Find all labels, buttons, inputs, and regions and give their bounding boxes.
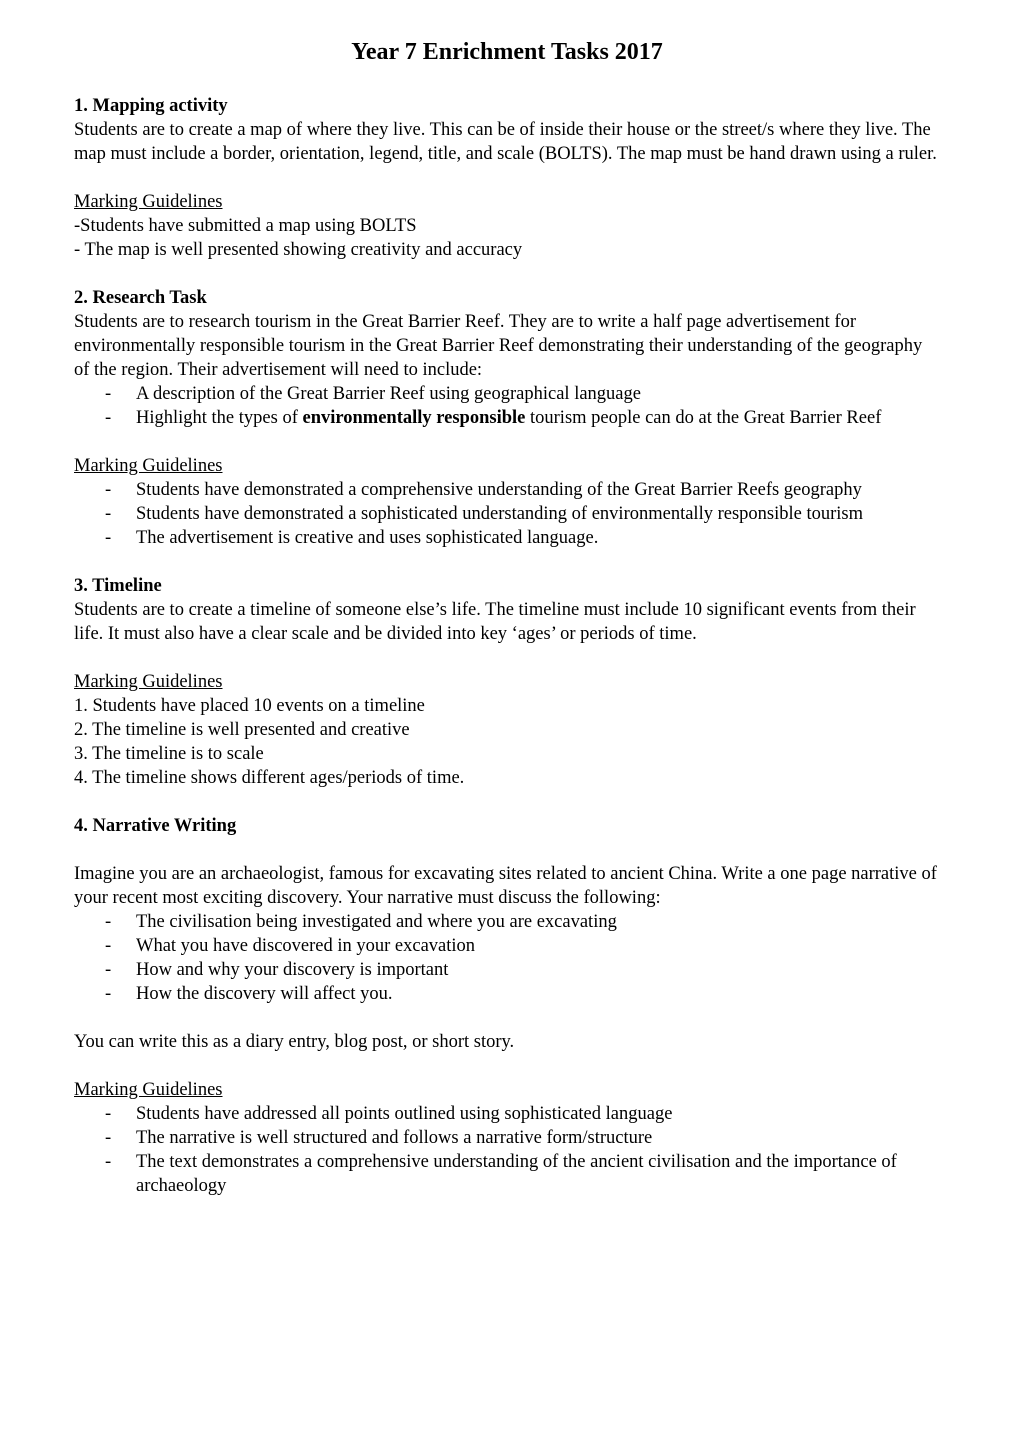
marking-item: - The advertisement is creative and uses sophisticated language.: [105, 528, 599, 548]
marking-item: - The narrative is well structured and follows a narrative form/structure: [105, 1128, 653, 1148]
section-body: Students are to create a timeline of someone else’s life. The timeline must include 10 significant events from their life. It must also have a clear scale and be divided into key ‘ages’ or periods of time.: [74, 600, 916, 644]
section-body: Imagine you are an archaeologist, famous for excavating sites related to ancient China. Write a one page narrative of your recent most exciting discovery. Your narrative must discuss the following:: [74, 864, 937, 908]
section-mapping-activity: [74, 94, 940, 262]
marking-item: - Students have demonstrated a comprehensive understanding of the Great Barrier Reefs geography: [105, 480, 862, 500]
list-item: - How the discovery will affect you.: [105, 984, 393, 1004]
marking-item: - The map is well presented showing creativity and accuracy: [74, 240, 523, 260]
marking-item: -Students have submitted a map using BOLTS: [74, 216, 417, 236]
document-page: [74, 38, 940, 1222]
marking-item: - Students have addressed all points outlined using sophisticated language: [105, 1104, 673, 1124]
section-research-task: [74, 286, 940, 550]
marking-item: - Students have demonstrated a sophisticated understanding of environmentally responsible tourism: [105, 504, 864, 524]
section-narrative-writing: [74, 814, 940, 1198]
list-item: - The civilisation being investigated and where you are excavating: [105, 912, 617, 932]
marking-item: - The text demonstrates a comprehensive understanding of the ancient civilisation and the importance of archaeology: [105, 1152, 897, 1196]
emphasis: environmentally responsible: [302, 408, 526, 428]
section-heading: 3. Timeline: [74, 576, 162, 596]
marking-guidelines-label: Marking Guidelines: [74, 192, 223, 212]
format-note: You can write this as a diary entry, blog post, or short story.: [74, 1032, 515, 1052]
section-body: Students are to research tourism in the Great Barrier Reef. They are to write a half page advertisement for environmentally responsible tourism in the Great Barrier Reef demonstrating their understanding of the geography of the region. Their advertisement will need to include:: [74, 312, 923, 380]
marking-item: 4. The timeline shows different ages/periods of time.: [74, 768, 465, 788]
section-heading: 2. Research Task: [74, 288, 207, 308]
list-item: - What you have discovered in your excavation: [105, 936, 476, 956]
marking-guidelines-label: Marking Guidelines: [74, 456, 223, 476]
marking-item: 3. The timeline is to scale: [74, 744, 264, 764]
marking-list: [74, 1102, 940, 1198]
marking-guidelines-label: Marking Guidelines: [74, 672, 223, 692]
list-item: - A description of the Great Barrier Reef using geographical language: [105, 384, 641, 404]
document-title: Year 7 Enrichment Tasks 2017: [351, 39, 663, 65]
section-timeline: [74, 574, 940, 790]
requirement-list: [74, 382, 940, 430]
marking-item: 2. The timeline is well presented and creative: [74, 720, 410, 740]
requirement-list: [74, 910, 940, 1006]
section-body: Students are to create a map of where they live. This can be of inside their house or the street/s where they live. The map must include a border, orientation, legend, title, and scale (BOLTS). The map must be hand drawn using a ruler.: [74, 120, 937, 164]
section-heading: 1. Mapping activity: [74, 96, 228, 116]
list-item: - How and why your discovery is important: [105, 960, 449, 980]
marking-guidelines-label: Marking Guidelines: [74, 1080, 223, 1100]
marking-list: [74, 478, 940, 550]
marking-item: 1. Students have placed 10 events on a timeline: [74, 696, 425, 716]
section-heading: 4. Narrative Writing: [74, 816, 237, 836]
list-item: - Highlight the types of environmentally responsible tourism people can do at the Great Barrier Reef: [105, 408, 882, 428]
